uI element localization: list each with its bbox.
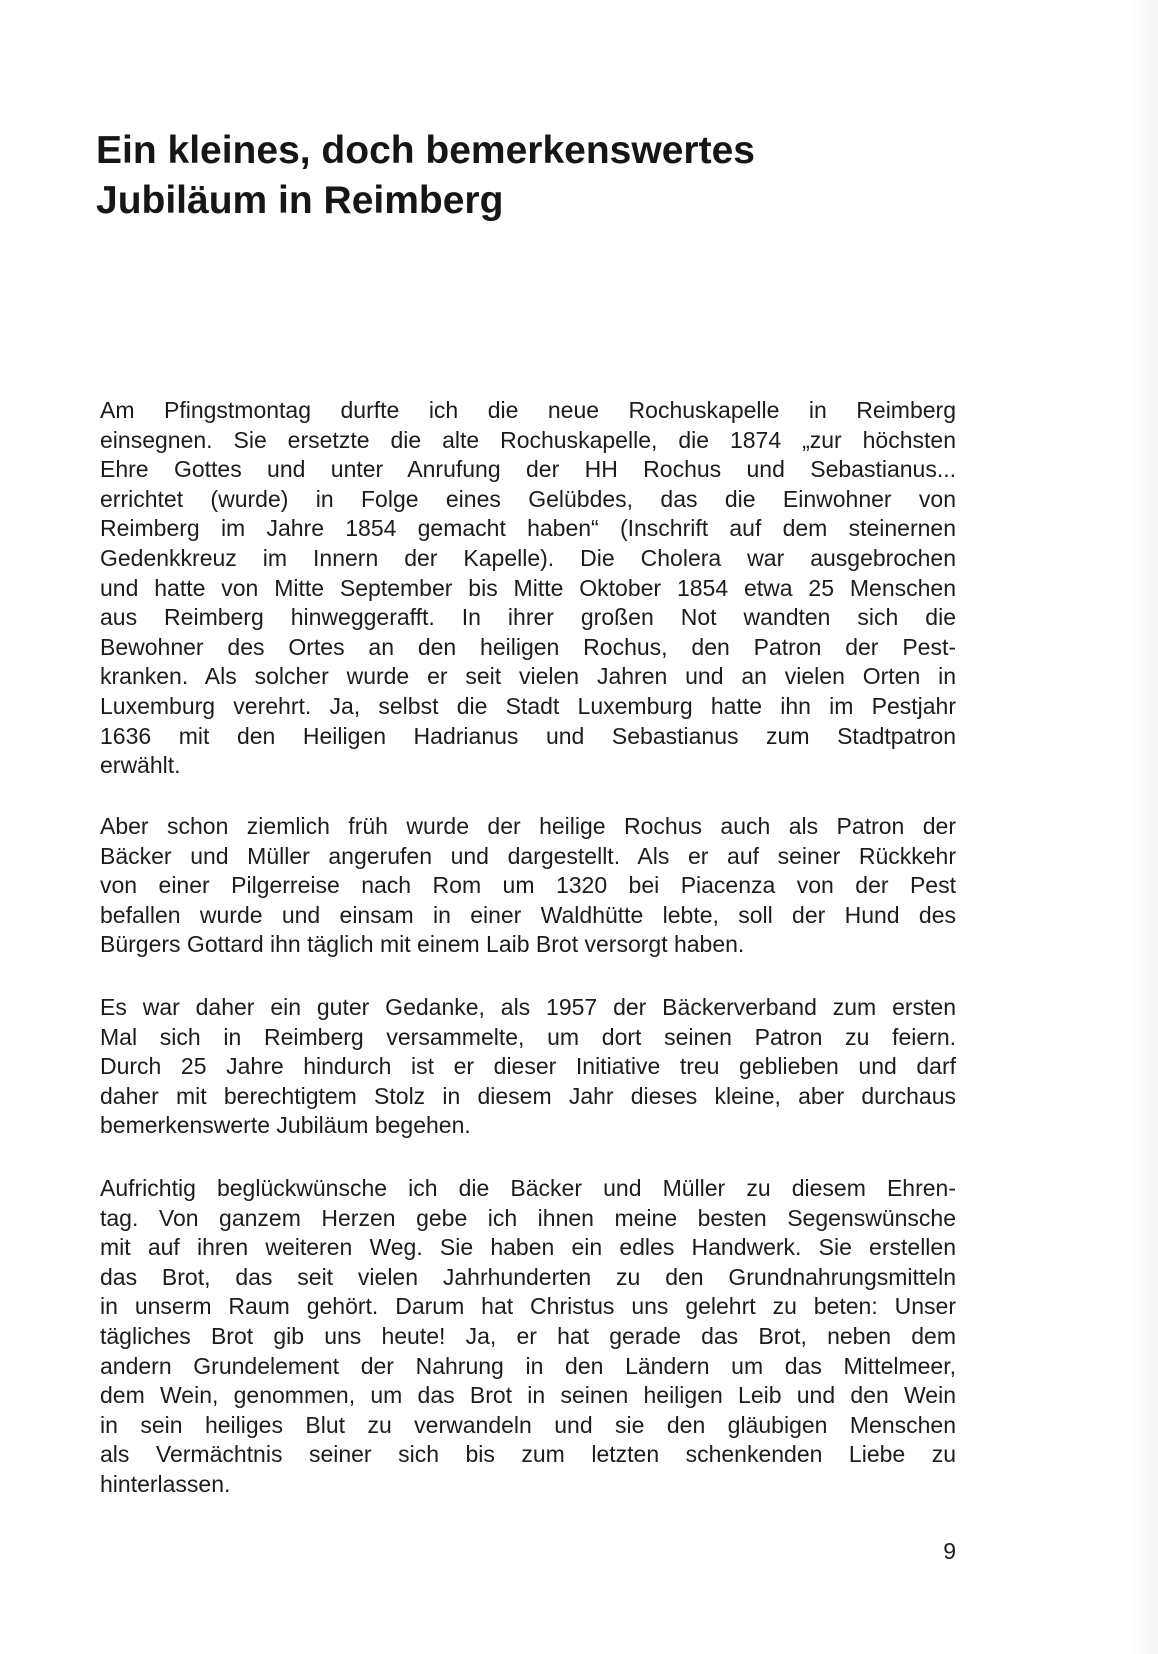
title-line: Jubiläum in Reimberg [96,179,504,222]
text-line: tag. Von ganzem Herzen gebe ich ihnen meine besten Segenswünsche [100,1204,956,1231]
paragraph-3 [100,993,956,1141]
text-line: Es war daher ein guter Gedanke, als 1957 der Bäckerverband zum ersten [100,994,956,1020]
text-line: Luxemburg verehrt. Ja, selbst die Stadt Luxemburg hatte ihn im Pestjahr [100,692,956,719]
text-line: Reimberg im Jahre 1854 gemacht haben“ (Inschrift auf dem steinernen [100,515,956,542]
page-number: 9 [943,1538,956,1564]
text-line: 1636 mit den Heiligen Hadrianus und Sebastianus zum Stadtpatron [100,722,956,749]
text-line: mit auf ihren weiteren Weg. Sie haben ein edles Handwerk. Sie erstellen [100,1234,956,1261]
text-line: in unserm Raum gehört. Darum hat Christus uns gelehrt zu beten: Unser [100,1293,956,1320]
text-line: Am Pfingstmontag durfte ich die neue Rochuskapelle in Reimberg [100,397,956,423]
text-line: in sein heiliges Blut zu verwandeln und sie den gläubigen Menschen [100,1411,956,1438]
text-line: Aber schon ziemlich früh wurde der heilige Rochus auch als Patron der [100,813,956,839]
text-line: von einer Pilgerreise nach Rom um 1320 bei Piacenza von der Pest [100,872,956,899]
text-line: Gedenkkreuz im Innern der Kapelle). Die Cholera war ausgebrochen [100,544,956,571]
text-line: bemerkenswerte Jubiläum begehen. [100,1112,471,1139]
text-line: daher mit berechtigtem Stolz in diesem Jahr dieses kleine, aber durchaus [100,1082,956,1109]
text-line: tägliches Brot gib uns heute! Ja, er hat gerade das Brot, neben dem [100,1322,956,1349]
text-line: Durch 25 Jahre hindurch ist er dieser Initiative treu geblieben und darf [100,1053,956,1080]
text-line: einsegnen. Sie ersetzte die alte Rochuskapelle, die 1874 „zur höchsten [100,426,956,453]
text-line: andern Grundelement der Nahrung in den Ländern um das Mittelmeer, [100,1352,956,1379]
text-line: Aufrichtig beglückwünsche ich die Bäcker und Müller zu diesem Ehren- [100,1175,956,1201]
text-line: befallen wurde und einsam in einer Waldhütte lebte, soll der Hund des [100,901,956,928]
text-line: kranken. Als solcher wurde er seit vielen Jahren und an vielen Orten in [100,663,956,690]
title-line: Ein kleines, doch bemerkenswertes [96,129,755,172]
paragraph-2 [100,812,956,960]
text-line: und hatte von Mitte September bis Mitte Oktober 1854 etwa 25 Menschen [100,574,956,601]
page-edge-shadow [1130,0,1158,1654]
text-line: errichtet (wurde) in Folge eines Gelübdes, das die Einwohner von [100,485,956,512]
text-line: als Vermächtnis seiner sich bis zum letzten schenkenden Liebe zu [100,1441,956,1468]
text-line: hinterlassen. [100,1470,231,1497]
text-line: Bürgers Gottard ihn täglich mit einem Laib Brot versorgt haben. [100,931,745,958]
text-line: Bäcker und Müller angerufen und dargestellt. Als er auf seiner Rückkehr [100,842,956,869]
page-title [96,126,956,226]
text-line: aus Reimberg hinweggerafft. In ihrer großen Not wandten sich die [100,604,956,631]
text-line: erwählt. [100,752,181,779]
text-line: dem Wein, genommen, um das Brot in seinen heiligen Leib und den Wein [100,1382,956,1409]
paragraph-4 [100,1174,956,1500]
text-line: Mal sich in Reimberg versammelte, um dort seinen Patron zu feiern. [100,1023,956,1050]
paragraph-1 [100,396,956,781]
text-line: Bewohner des Ortes an den heiligen Rochus, den Patron der Pest- [100,633,956,660]
text-line: das Brot, das seit vielen Jahrhunderten zu den Grundnahrungsmitteln [100,1263,956,1290]
text-line: Ehre Gottes und unter Anrufung der HH Rochus und Sebastianus... [100,456,956,483]
